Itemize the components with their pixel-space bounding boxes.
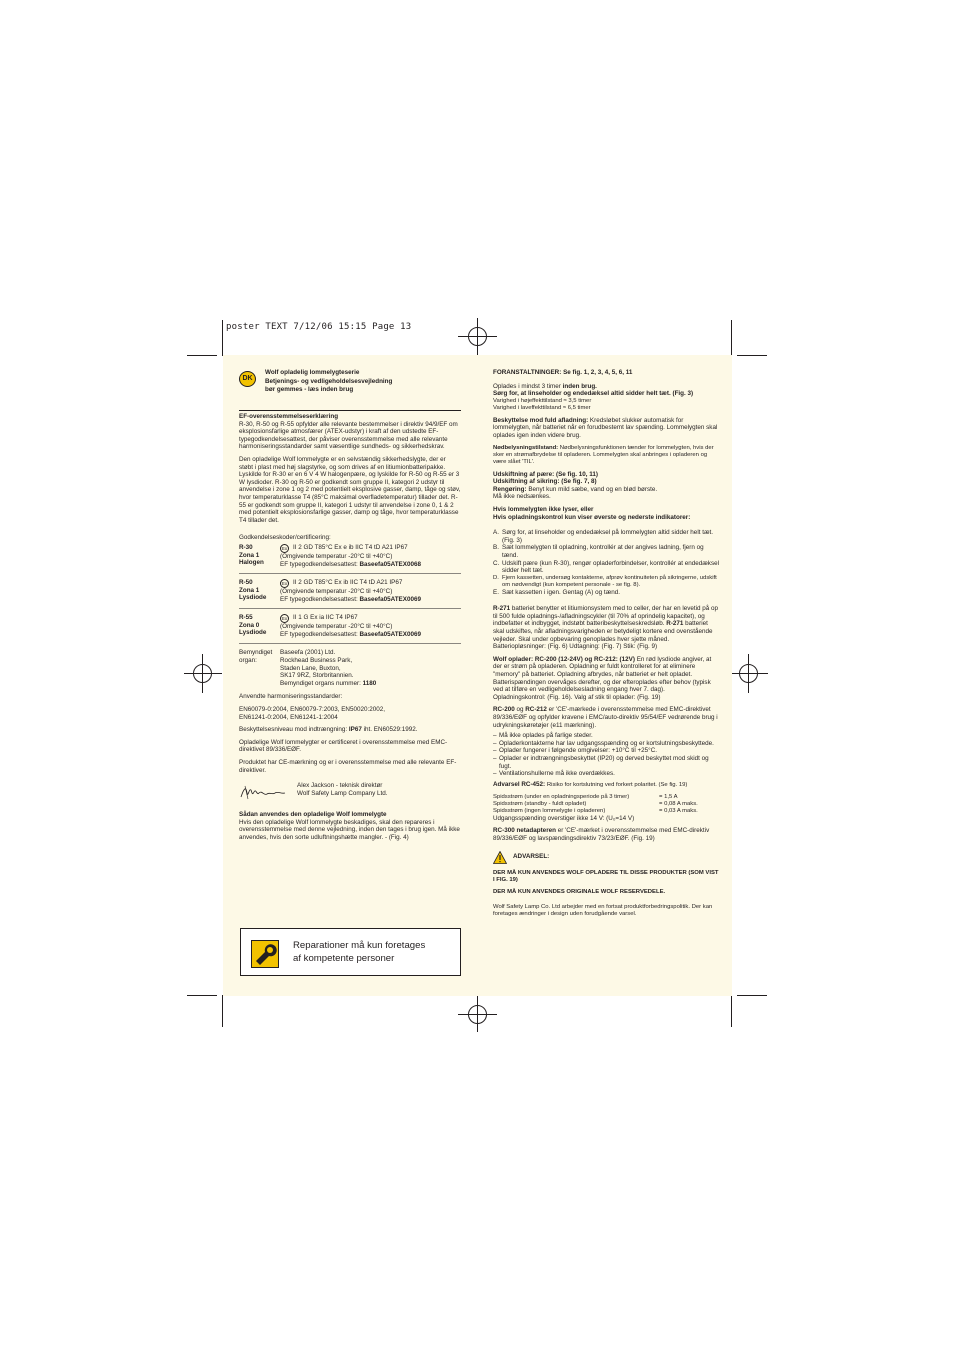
standards-list xyxy=(239,706,461,721)
ex-mark-icon: Ex xyxy=(281,616,288,622)
ip-rating xyxy=(239,726,461,734)
emergency-text: Nødbelysningsfunktionen tænder for lommelygten, hvis der sker en strømafbrydelse til opladeren. Lommelygten skal anbringes i opladeren og være slået 'TIL'. xyxy=(493,444,714,465)
cert-zone: Zona 1 xyxy=(239,586,260,594)
list-item xyxy=(493,560,719,575)
ex-mark-icon: Ex xyxy=(281,581,288,587)
cert-r55 xyxy=(239,614,461,638)
list-item xyxy=(493,529,719,544)
step-letter: B. xyxy=(493,544,499,552)
step-text: Sæt kassetten i igen. Gentag (A) og tænd. xyxy=(502,588,620,596)
list-item xyxy=(493,575,719,589)
org-line: Rockhead Business Park, xyxy=(280,657,353,665)
print-slug-header: poster TEXT 7/12/06 15:15 Page 13 xyxy=(226,322,412,332)
cert-attest-label: EF typegodkendelsesattest: xyxy=(280,560,360,568)
charger-bullets xyxy=(493,732,719,778)
manual-page xyxy=(223,355,732,996)
cert-source: Halogen xyxy=(239,559,264,567)
battery-text: batteriet benytter et litiumionsystem med to celler, der har en levetid på op til 500 fulde opladnings-/afladningscykler (til 70% af oprindelig kapacitet), og indbefatter et indbygget, indstøbt batteribeskyttelseskredsløb. xyxy=(493,605,719,628)
rc-model: RC-212 xyxy=(525,706,547,714)
ef-title: EF-overensstemmelseserklæring xyxy=(239,413,339,420)
rc452-label: Advarsel RC-452: xyxy=(493,780,547,788)
rc452-text: Risiko for kortslutning ved forkert polaritet. (Se fig. 19) xyxy=(546,781,688,788)
steps-list xyxy=(493,529,719,596)
charge-emphasis: inden brug. xyxy=(562,382,597,390)
battery-model: R-271 xyxy=(666,620,684,628)
bullet-text: Ventilationshullerne må ikke overdækkes. xyxy=(499,770,615,778)
deep-discharge xyxy=(493,417,719,440)
crop-mark-top-right-vertical xyxy=(731,320,732,356)
language-badge: DK xyxy=(239,371,256,387)
battery-paragraph xyxy=(493,605,719,651)
cert-source: Lysdiode xyxy=(239,629,267,637)
intro-line-3: bør gemmes - læs inden brug xyxy=(265,386,354,394)
intro-line-1: Wolf opladelig lommelygteserie xyxy=(265,369,360,376)
battery-model: R-271 xyxy=(493,605,511,613)
spec-value: = 1,5 A xyxy=(659,793,678,800)
charger-paragraph xyxy=(493,656,719,702)
bullet-text: Oplader fungerer i følgende omgivelser: +10°C til +25°C. xyxy=(499,747,657,755)
cert-r50 xyxy=(239,579,461,603)
org-number-label: Bemyndiget organs nummer: xyxy=(280,679,363,687)
rc-text: er 'CE'-mærkede i overensstemmelse med EMC-direktivet 89/336/EØF og opfylder kravene i EMC/auto-direktiv 95/54/EF vedrørende brug i udrykningskøretøjer (e11 mærkning). xyxy=(493,706,718,729)
cleaning-text: Benyt kun mild sæbe, vand og en blød børste. xyxy=(528,485,658,493)
emergency-mode xyxy=(493,445,719,466)
org-label-1: Bemyndiget xyxy=(239,649,273,657)
warning-parts: DER MÅ KUN ANVENDES ORIGINALE WOLF RESERVEDELE. xyxy=(493,888,666,895)
cert-marking: II 2 GD T85°C Ex e ib IIC T4 tD A21 IP67 xyxy=(293,543,408,551)
org-label-2: organ: xyxy=(239,657,257,665)
list-item xyxy=(493,589,719,597)
spec-label: Spidsstrøm (standby - fuldt opladet) xyxy=(493,800,587,807)
seal-instruction: Sørg for, at linseholder og endedæksel altid sidder helt tæt. (Fig. 3) xyxy=(493,390,694,398)
rc452-warning xyxy=(493,781,719,789)
use-text: Hvis den opladelige Wolf lommelygte beskadiges, skal den repareres i overensstemmelse med denne vejledning, inden den tages i brug igen. Må ikke anvendes, hvis den sorte udluftningshætte mangler. - (Fig. 4) xyxy=(239,818,460,841)
list-item: – Må ikke oplades på farlige steder. xyxy=(493,732,593,740)
rc300-title: RC-300 netadapteren xyxy=(493,827,556,835)
charge-text: Oplades i mindst 3 timer xyxy=(493,382,563,390)
rc300-paragraph xyxy=(493,827,719,842)
deep-discharge-text: Kredsløbet slukker automatisk for lommelygten, når batteriet når en forudbestemt lav spænding. Lommelygten skal oplades igen inden videre brug. xyxy=(493,416,718,439)
cert-temp: (Omgivende temperatur -20°C til +40°C) xyxy=(280,552,393,560)
divider xyxy=(239,608,461,609)
crop-mark-bottom-left-vertical xyxy=(222,995,223,1027)
ef-paragraph-1: R-30, R-50 og R-55 opfylder alle relevante bestemmelser i direktiv 94/9/EF om eksplosionsfarlige atmosfærer (ATEX-udstyr) i kraft af den udstedte EF-typegodkendelsesattest, der påviser overensstemmelse med alle relevante harmoniseringsstandarder samt væsentlige sundheds- og sikkerhedskrav. xyxy=(239,420,458,451)
org-number: 1180 xyxy=(362,679,377,687)
repair-notice-box xyxy=(240,928,461,976)
standards-line: EN61241-0:2004, EN61241-1:2004 xyxy=(239,713,338,721)
left-column xyxy=(239,369,461,847)
precautions-title: FORANSTALTNINGER: Se fig. 1, 2, 3, 4, 5, 6, 11 xyxy=(493,369,633,376)
duration-high: Varighed i højeffekttilstand ≈ 3,5 timer xyxy=(493,397,592,404)
cert-attest-number: Baseefa05ATEX0068 xyxy=(359,560,421,568)
rc-model: RC-200 xyxy=(493,706,515,714)
list-item: – Oplader er indtrængningsbeskyttet (IP20) og derved beskyttet mod skidt og fugt. xyxy=(493,755,719,770)
warning-header xyxy=(493,851,719,864)
cert-marking: II 2 GD T85°C Ex ib IIC T4 tD A21 IP67 xyxy=(293,579,403,587)
right-column xyxy=(493,369,719,923)
warning-label: ADVARSEL: xyxy=(513,853,550,861)
intro-heading xyxy=(265,369,461,397)
cert-temp: (Omgivende temperatur -20°C til +40°C) xyxy=(280,588,393,596)
policy-note: Wolf Safety Lamp Co. Ltd arbejder med en fortsat produktforbedringspolitik. Der kan foretages ændringer i design uden forudgående varsel. xyxy=(493,903,713,917)
cert-zone: Zona 0 xyxy=(239,621,260,629)
standards-title: Anvendte harmoniseringsstandarder: xyxy=(239,693,343,701)
list-item: – Opladerkontakterne har lav udgangsspænding og er kortslutningsbeskyttede. xyxy=(493,739,714,747)
crop-mark-top-right-horizontal xyxy=(737,355,767,356)
use-title: Sådan anvendes den opladelige Wolf lommelygte xyxy=(239,811,387,819)
charge-instruction xyxy=(493,383,719,391)
step-letter: D. xyxy=(493,574,499,581)
current-specs xyxy=(493,794,719,815)
org-line: Staden Lane, Buxton, xyxy=(280,664,341,672)
intro-line-2: Betjenings- og vedligeholdelsesvejledning xyxy=(265,377,393,385)
cert-model: R-50 xyxy=(239,579,253,587)
divider xyxy=(239,643,461,644)
crop-mark-bottom-right-vertical xyxy=(731,995,732,1027)
charger-title: Wolf oplader: RC-200 (12-24V) og RC-212: (12V) xyxy=(493,655,635,663)
ip-label: Beskyttelsesniveau mod indtrængning: xyxy=(239,726,349,734)
step-letter: E. xyxy=(493,588,499,596)
cleaning-label: Rengøring: xyxy=(493,485,529,493)
emc-statement: Opladelige Wolf lommelygter er certificeret i overensstemmelse med EMC-direktivet 89/336/EØF. xyxy=(239,738,448,754)
spec-label: Spidsstrøm (ingen lommelygte i opladeren) xyxy=(493,807,606,814)
crop-mark-bottom-left-horizontal xyxy=(187,995,217,996)
cert-attest-number: Baseefa05ATEX0069 xyxy=(359,595,421,603)
warning-chargers: DER MÅ KUN ANVENDES WOLF OPLADERE TIL DISSE PRODUKTER (SOM VIST I FIG. 19) xyxy=(493,869,719,883)
signatory-company: Wolf Safety Lamp Company Ltd. xyxy=(297,789,388,797)
spec-row xyxy=(493,801,719,808)
warning-triangle-icon xyxy=(493,851,507,864)
list-item: – Oplader fungerer i følgende omgivelser: +10°C til +25°C. xyxy=(493,747,657,755)
signatory-name: Alex Jackson - teknisk direktør xyxy=(297,782,383,790)
spec-value: = 0,08 A maks. xyxy=(659,800,698,807)
wrench-icon xyxy=(251,940,279,968)
step-text: Fjern kassetten, undersøg kontakterne, afprøv kontinuiteten på sikringerne, udskift om nødvendigt (kun kompetent personale - se fig. 8). xyxy=(502,574,717,588)
cert-model: R-55 xyxy=(239,614,253,622)
list-item: – Ventilationshullerne må ikke overdækkes. xyxy=(493,770,615,778)
charger-text: En rød lysdiode angiver, at der er strøm på opladeren. Opladning er fuldt kontrolleret for at eliminere "memory" på batteriet. Opladning afbrydes, når batteriet er helt opladet. Batterispændingen overvåges derefter, og der efteroplades efter behov (typisk ved at tilføre en vedligeholdelsesladning engang hver 7. dag). xyxy=(493,655,712,694)
cert-marking: II 1 G Ex ia IIC T4 IP67 xyxy=(293,614,358,622)
bulb-replacement: Udskiftning af pære: (Se fig. 10, 11) xyxy=(493,470,598,478)
cert-attest-label: EF typegodkendelsesattest: xyxy=(280,595,360,603)
cert-model: R-30 xyxy=(239,543,253,551)
step-letter: A. xyxy=(493,529,499,537)
emergency-label: Nødbelysningstilstand: xyxy=(493,444,560,451)
step-text: Sæt lommelygten til opladning, kontrollér at der angives ladning, fjern og tænd. xyxy=(502,544,704,559)
crop-mark-bottom-right-horizontal xyxy=(737,995,767,996)
ex-mark-icon: Ex xyxy=(281,545,288,551)
fuse-replacement: Udskiftning af sikring: (Se fig. 7, 8) xyxy=(493,478,597,486)
cert-temp: (Omgivende temperatur -20°C til +40°C) xyxy=(280,623,393,631)
codes-title: Godkendelseskoder/certificering: xyxy=(239,534,331,542)
bullet-text: Må ikke oplades på farlige steder. xyxy=(499,732,593,740)
ce-statement: Produktet har CE-mærkning og er i overensstemmelse med alle relevante EF-direktiver. xyxy=(239,759,457,774)
battery-text: batteriet skal udskiftes, når afladningsvarigheden er betydeligt kortere end ovenstående vejleder. Skal under opbevaring genoplades hver sjette måned. xyxy=(493,620,713,643)
bullet-text: Oplader er indtrængningsbeskyttet (IP20) og derved beskyttet mod skidt og fugt. xyxy=(499,754,709,770)
troubleshoot-line-1: Hvis lommelygten ikke lyser, eller xyxy=(493,505,594,513)
spec-label: Spidsstrøm (under en opladningsperiode på 3 timer) xyxy=(493,793,630,800)
cert-attest-number: Baseefa05ATEX0069 xyxy=(359,630,421,638)
repair-line: Reparationer må kun foretages xyxy=(293,940,426,951)
ef-paragraph-2: Den opladelige Wolf lommelygte er en selvstændig sikkerhedslygte, der er støbt i plast med høj slagstyrke, og som drives af en litiumionbatteripakke. Lyskilde for R-30 er en 6 V 4 W halogenpære, og lyskilde for R-50 og R-55 er 3 W lysdioder. R-30 og R-50 er godkendt som gruppe II, kategori 2 udstyr til anvendelse i zone 1 og 2 med potentielt eksplosive gasser, damp, tåge og støv, hvor temperaturklasse T4 (85°C maksimal overfladetemperatur) tillader det. R-55 er godkendt som gruppe II, kategori 1 udstyr til anvendelse i zone 0, 1 & 2 med potentielt eksplosionsfarlige gasser, damp og tåge, hvor temperaturklasse T4 tillader det. xyxy=(239,455,461,524)
section-rule xyxy=(239,410,461,411)
output-voltage: Udgangsspænding overstiger ikke 14 V: (U₀=14 V) xyxy=(493,814,635,822)
rc300-text: er 'CE'-mærket i overensstemmelse med EMC-direktiv 89/336/EØF og lavspændingsdirektiv 73/23/EØF. (Fig. 19) xyxy=(493,827,710,842)
divider xyxy=(239,573,461,574)
org-line: SK17 9RZ, Storbritannien. xyxy=(280,672,354,680)
ip-value: IP67 xyxy=(348,726,362,734)
signature-block xyxy=(239,782,461,802)
notified-body xyxy=(239,649,461,687)
cert-source: Lysdiode xyxy=(239,594,267,602)
org-line: Baseefa (2001) Ltd. xyxy=(280,649,336,657)
step-text: Udskift pære (kun R-30), rengør opladerforbindelser, kontrollér at endedæksel sidder helt tæt. xyxy=(502,559,719,575)
spec-value: = 0,03 A maks. xyxy=(659,807,698,814)
cert-attest-label: EF typegodkendelsesattest: xyxy=(280,630,360,638)
list-item xyxy=(493,544,719,559)
intro-block xyxy=(239,369,461,397)
repair-line: af kompetente personer xyxy=(293,952,395,964)
cert-zone: Zona 1 xyxy=(239,551,260,559)
signature-image xyxy=(239,782,295,802)
battery-figures: Batteriopløsninger: (Fig. 6) Udtagning: (Fig. 7) Stik: (Fig. 9) xyxy=(493,643,658,651)
step-letter: C. xyxy=(493,559,500,567)
rc-joiner: og xyxy=(514,706,526,714)
crop-mark-top-left-vertical xyxy=(222,320,223,356)
standards-line: EN60079-0:2004, EN60079-7:2003, EN50020:2002, xyxy=(239,706,385,714)
spec-row xyxy=(493,808,719,815)
deep-discharge-label: Beskyttelse mod fuld afladning: xyxy=(493,416,590,424)
duration-low: Varighed i laveffekttilstand ≈ 6,5 timer xyxy=(493,404,591,411)
step-text: Sørg for, at linseholder og endedæksel på lommelygten altid sidder helt tæt. (Fig. 3) xyxy=(502,529,714,544)
crop-mark-top-left-horizontal xyxy=(187,355,217,356)
cert-r30 xyxy=(239,544,461,568)
rc-paragraph xyxy=(493,706,719,729)
ip-standard: iht. EN60529:1992. xyxy=(361,726,418,734)
troubleshoot-line-2: Hvis opladningskontrol kun viser øverste og nederste indikatorer: xyxy=(493,513,691,521)
no-immersion: Må ikke nedsænkes. xyxy=(493,493,551,501)
spec-row xyxy=(493,794,719,801)
charger-figures: Opladningskontrol: (Fig. 16). Valg af stik til oplader: (Fig. 19) xyxy=(493,693,661,701)
bullet-text: Opladerkontakterne har lav udgangsspænding og er kortslutningsbeskyttede. xyxy=(499,739,714,747)
repair-notice-text xyxy=(293,940,425,965)
